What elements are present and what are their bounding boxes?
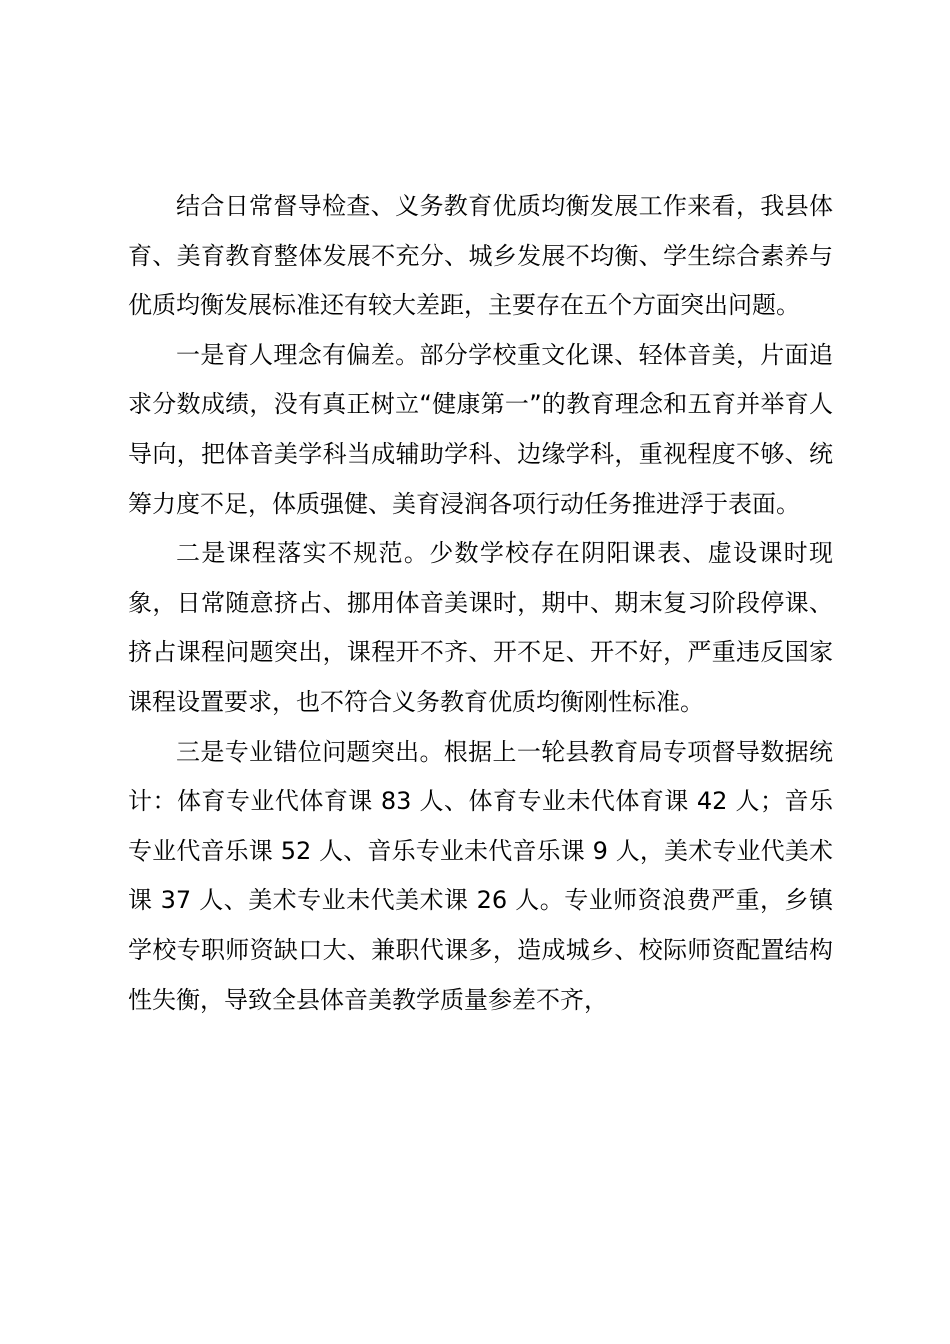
document-body: [128, 182, 833, 1025]
paragraph-issue-one: 一是育人理念有偏差。部分学校重文化课、轻体音美，片面追求分数成绩，没有真正树立“健康第一”的教育理念和五育并举育人导向，把体音美学科当成辅助学科、边缘学科，重视程度不够、统筹力度不足，体质强健、美育浸润各项行动任务推进浮于表面。: [128, 340, 833, 518]
paragraph-issue-two: 二是课程落实不规范。少数学校存在阴阳课表、虚设课时现象，日常随意挤占、挪用体音美课时，期中、期末复习阶段停课、挤占课程问题突出，课程开不齐、开不足、开不好，严重违反国家课程设置要求，也不符合义务教育优质均衡刚性标准。: [128, 539, 833, 716]
paragraph-intro: 结合日常督导检查、义务教育优质均衡发展工作来看，我县体育、美育教育整体发展不充分、城乡发展不均衡、学生综合素养与优质均衡发展标准还有较大差距，主要存在五个方面突出问题。: [128, 192, 833, 320]
paragraph-issue-three: 三是专业错位问题突出。根据上一轮县教育局专项督导数据统计：体育专业代体育课 83 人、体育专业未代体育课 42 人；音乐专业代音乐课 52 人、音乐专业未代音乐课 9 人，美术专业代美术课 37 人、美术专业未代美术课 26 人。专业师资浪费严重，乡镇学校专职师资缺口大、兼职代课多，造成城乡、校际师资配置结构性失衡，导致全县体音美教学质量参差不齐，: [128, 737, 833, 1014]
